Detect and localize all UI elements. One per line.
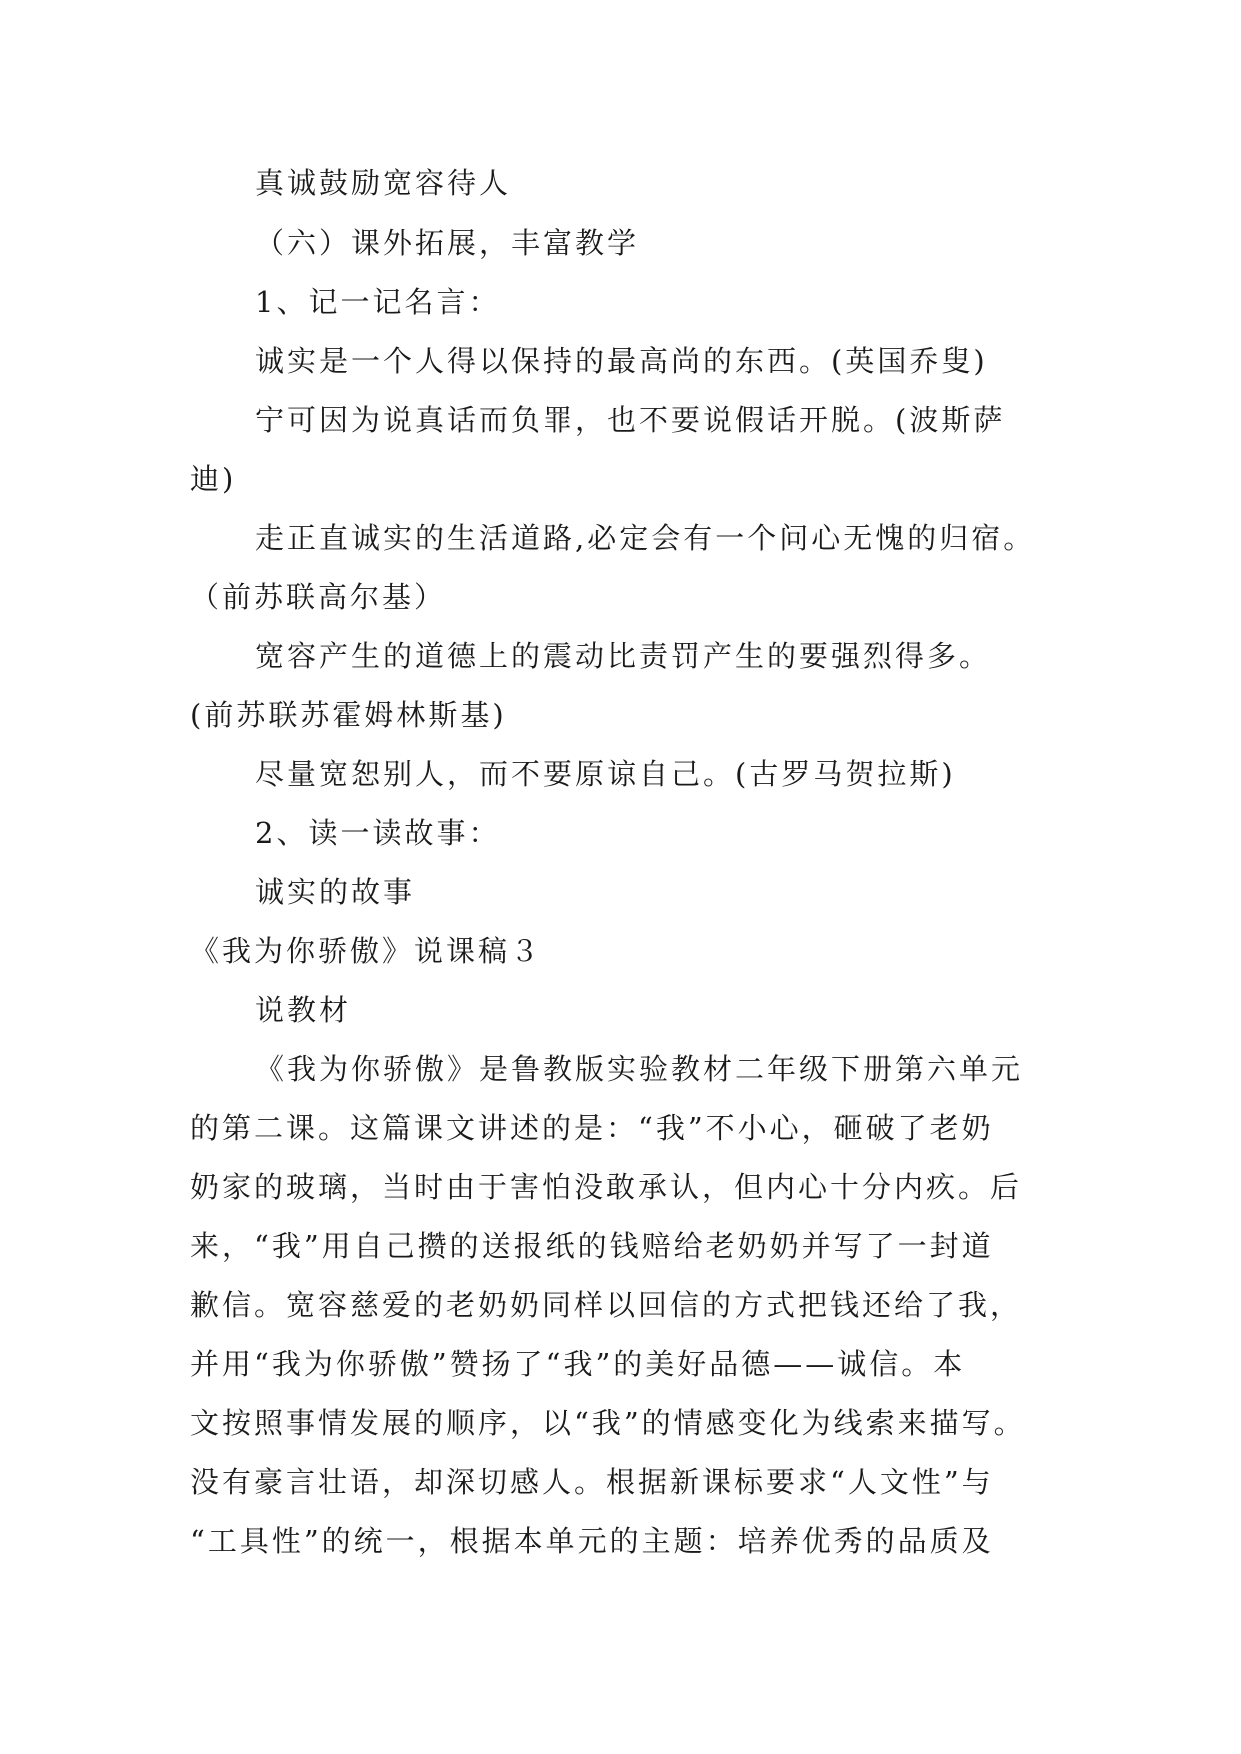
section-heading: 说教材 [255, 993, 352, 1027]
paragraph-line: 没有豪言壮语，却深切感人。根据新课标要求“人文性”与 [190, 1465, 994, 1499]
quote-line: 诚实是一个人得以保持的最高尚的东西。(英国乔叟) [255, 344, 988, 378]
text-line: 真诚鼓励宽容待人 [255, 166, 512, 200]
paragraph-line: 的第二课。这篇课文讲述的是：“我”不小心，砸破了老奶 [190, 1111, 994, 1145]
section-heading: （六）课外拓展，丰富教学 [255, 226, 640, 260]
quote-line-continuation: (前苏联苏霍姆林斯基) [190, 698, 507, 732]
quote-line: 宽容产生的道德上的震动比责罚产生的要强烈得多。 [255, 639, 992, 673]
quote-line: 尽量宽恕别人，而不要原谅自己。(古罗马贺拉斯) [255, 757, 956, 791]
document-title: 《我为你骄傲》说课稿３ [190, 934, 543, 968]
paragraph-line: 《我为你骄傲》是鲁教版实验教材二年级下册第六单元 [255, 1052, 1024, 1086]
paragraph-line: 歉信。宽容慈爱的老奶奶同样以回信的方式把钱还给了我， [190, 1288, 1023, 1322]
quote-line: 走正直诚实的生活道路,必定会有一个问心无愧的归宿。 [255, 521, 1036, 555]
paragraph-line: 来，“我”用自己攒的送报纸的钱赔给老奶奶并写了一封道 [190, 1229, 994, 1263]
list-item-heading: 2、读一读故事： [255, 816, 501, 850]
paragraph-line: 文按照事情发展的顺序，以“我”的情感变化为线索来描写。 [190, 1406, 1026, 1440]
paragraph-line: 奶家的玻璃，当时由于害怕没敢承认，但内心十分内疚。后 [190, 1170, 1023, 1204]
quote-line-continuation: 迪) [190, 462, 237, 496]
quote-line-continuation: （前苏联高尔基） [190, 580, 447, 614]
quote-line: 宁可因为说真话而负罪，也不要说假话开脱。(波斯萨 [255, 403, 1006, 437]
paragraph-line: “工具性”的统一，根据本单元的主题：培养优秀的品质及 [190, 1524, 994, 1558]
story-title: 诚实的故事 [255, 875, 416, 909]
paragraph-line: 并用“我为你骄傲”赞扬了“我”的美好品德——诚信。本 [190, 1347, 966, 1381]
list-item-heading: 1、记一记名言： [255, 285, 501, 319]
